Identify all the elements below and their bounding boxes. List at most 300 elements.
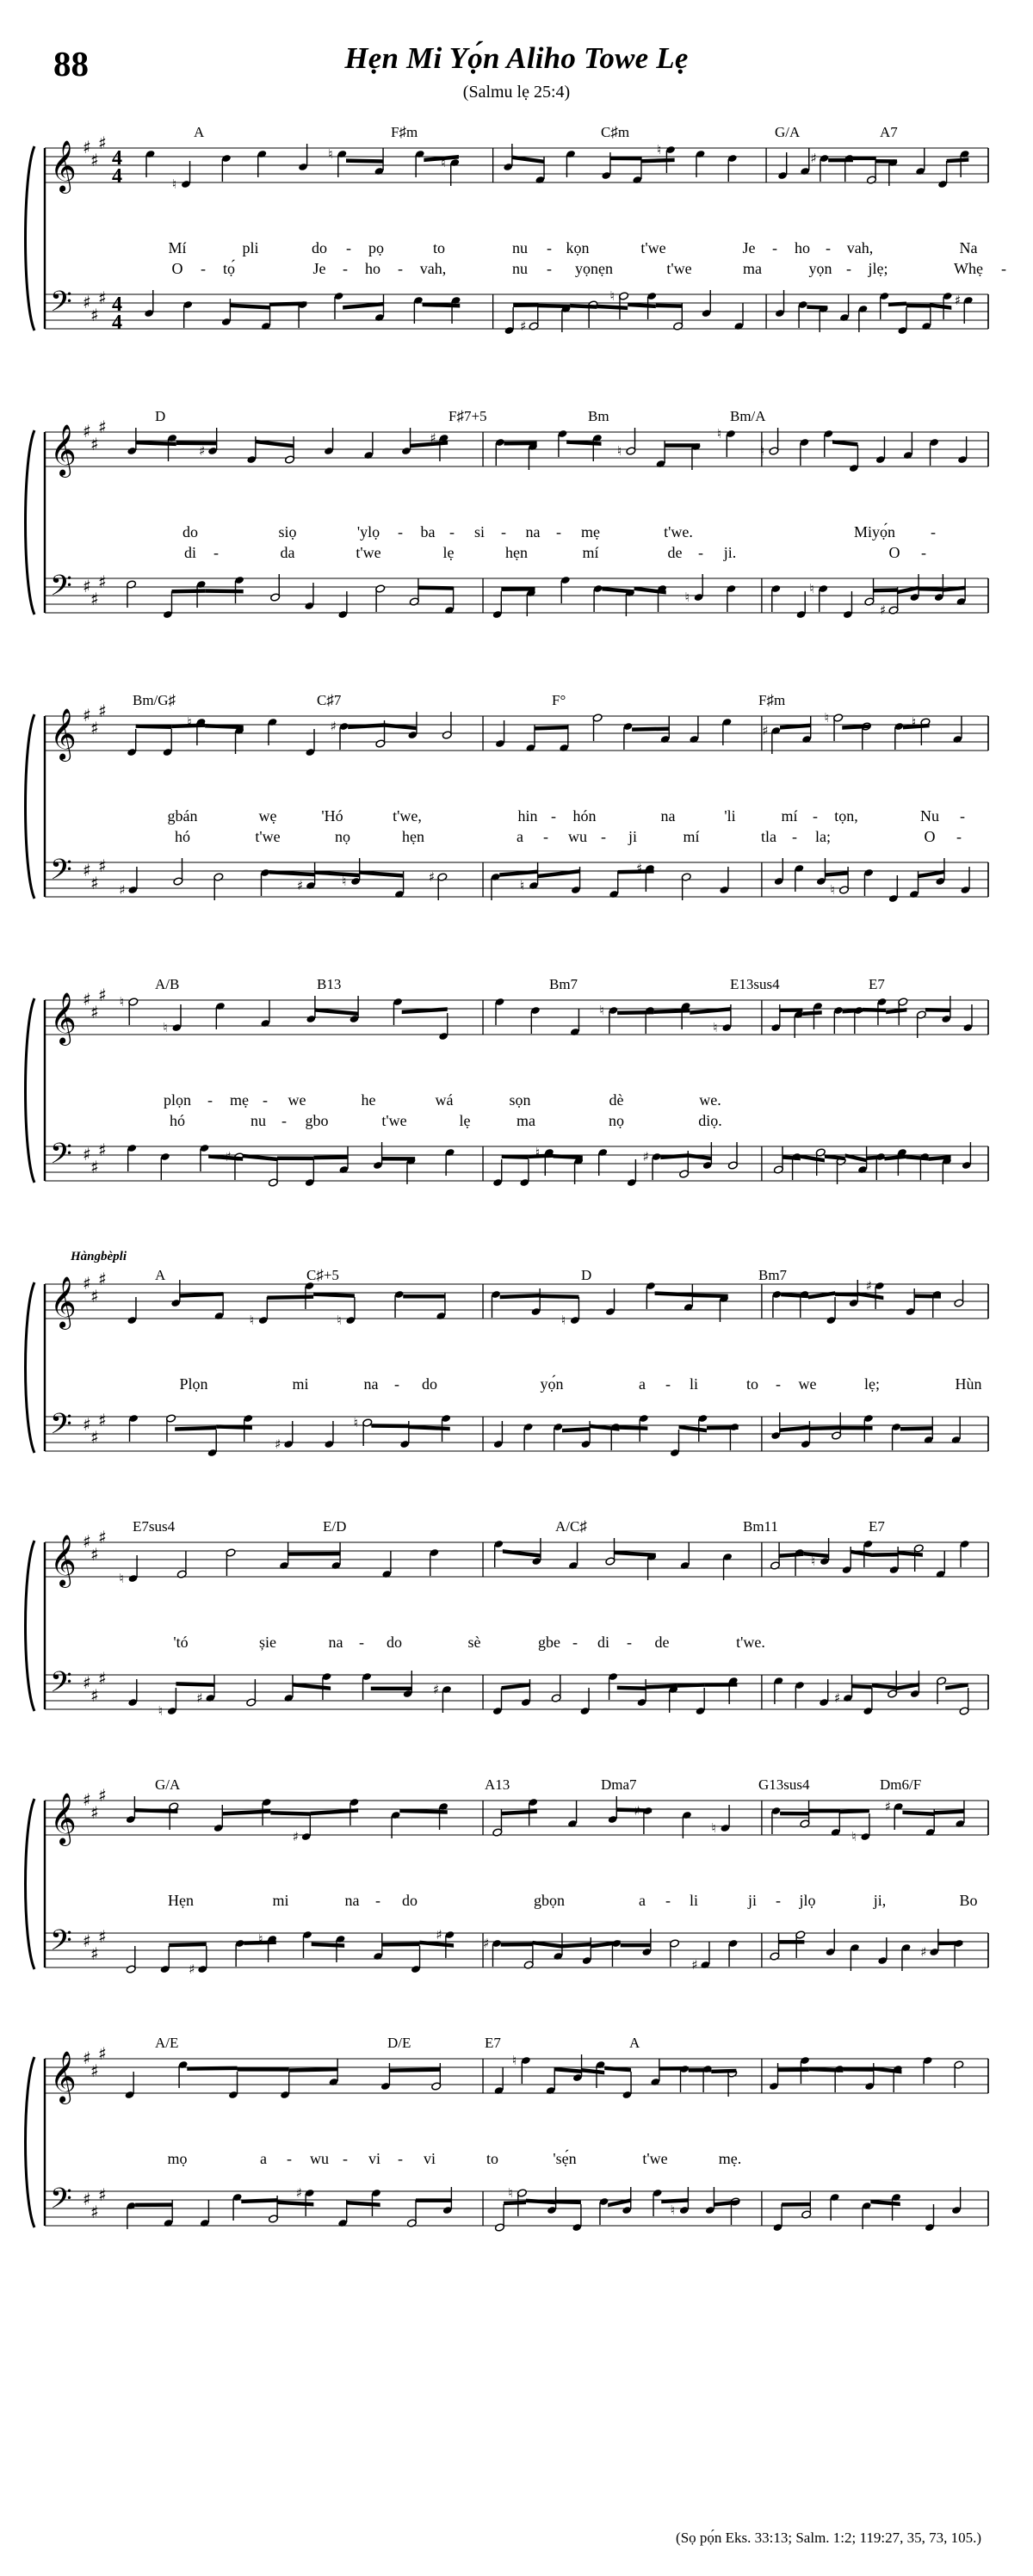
key-signature-sharp: ♯ [98,985,107,1005]
lyric-verse1: - [398,2150,403,2167]
lyric-verse1: - [375,1892,380,1909]
lyric-verse2: nu [251,1112,266,1129]
lyric-verse2: - [543,828,548,845]
treble-clef-icon: 𝄞 [50,2051,77,2103]
svg-text:♯: ♯ [189,1961,195,1977]
lyric-verse1: - [772,239,777,256]
key-signature-sharp: ♯ [83,1672,91,1693]
key-signature-sharp: ♯ [98,417,107,437]
lyric-verse1: - [572,1634,578,1651]
key-signature-sharp: ♯ [90,1544,99,1565]
svg-text:♯: ♯ [297,878,304,893]
treble-notation [127,1280,446,1328]
lyric-verse1: - [287,2150,292,2167]
lyric-verse1: wẹ [258,807,277,825]
lyric-verse1: mi [292,1375,309,1393]
treble-clef-icon: 𝄞 [50,992,77,1044]
chord-symbol: D/E [387,2035,411,2051]
lyric-verse1: tọn, [834,807,858,825]
key-signature-sharp: ♯ [90,434,99,454]
key-signature-sharp: ♯ [90,1943,99,1964]
hymn-number: 88 [53,44,89,83]
lyric-verse1: - [931,523,936,541]
key-signature-sharp: ♯ [98,701,107,721]
bass-notation [126,1927,455,1977]
key-signature-sharp: ♯ [83,421,91,442]
lyric-verse1: wu [310,2150,329,2167]
bass-notation [774,858,971,903]
svg-text:♮: ♮ [599,1003,604,1018]
bass-notation [774,1671,969,1715]
lyric-verse1: hón [572,807,597,825]
system-brace [26,146,35,330]
lyric-verse1: 'ylọ [356,523,380,541]
svg-text:♯: ♯ [119,882,126,898]
key-signature-sharp: ♯ [98,2043,107,2064]
lyric-verse1: di [597,1634,610,1651]
lyric-verse2: nọ [335,828,350,845]
chord-symbol: Bm/G♯ [133,692,176,708]
svg-text:♮: ♮ [851,1829,857,1844]
treble-notation [145,144,461,192]
chord-symbol: Bm [588,408,609,424]
key-signature-sharp: ♯ [90,150,99,170]
treble-staff [45,1000,988,1035]
staff-notation [0,112,1033,396]
lyric-verse2: hó [170,1112,185,1129]
chord-symbol: C♯+5 [306,1267,339,1283]
lyric-verse1: vi [423,2150,436,2167]
svg-text:♯: ♯ [865,1278,872,1294]
lyric-verse1: - [343,2150,348,2167]
bass-staff [45,1675,988,1709]
lyric-verse1: - [556,523,561,541]
svg-text:♮: ♮ [337,1313,342,1328]
key-signature-sharp: ♯ [83,292,91,312]
chord-symbol: A/E [155,2035,179,2051]
section-label-hangbepli: Hàngbèpli [71,1250,127,1263]
chord-symbol: F° [552,692,566,708]
lyric-verse2: t'we [666,260,692,277]
chord-symbol: F♯m [391,124,418,140]
lyric-verse2: a [516,828,523,845]
lyric-verse1: gbọn [534,1892,565,1909]
lyric-verse2: - [1001,260,1006,277]
lyric-verse1: vah, [846,239,874,256]
lyric-verse1: - [826,239,831,256]
chord-symbol: G/A [775,124,801,140]
staff-notation [0,1248,1033,1506]
key-signature-sharp: ♯ [98,2184,107,2205]
lyric-verse2: O [171,260,183,277]
svg-text:♮: ♮ [670,2202,676,2218]
time-signature-numerator: 4 [112,293,122,316]
lyric-verse1: to [432,239,446,256]
bass-clef-icon: 𝄢 [50,1138,72,1177]
bass-clef-icon: 𝄢 [50,2183,72,2222]
lyric-verse2: Whẹ [954,260,983,277]
chord-symbol: A7 [880,124,898,140]
system-brace [26,1799,35,1969]
lyric-verse1: t'we [640,239,666,256]
lyric-verse1: mọ [167,2150,188,2167]
lyric-verse1: nu [512,239,528,256]
staff-notation [0,1506,1033,1764]
lyric-verse1: li [689,1892,699,1909]
key-signature-sharp: ♯ [90,1157,99,1177]
lyric-verse1: to [745,1375,759,1393]
lyric-verse2: - [343,260,348,277]
lyric-verse2: nu [512,260,528,277]
lyric-verse1: t'we. [736,1634,765,1651]
chord-symbol: Bm7 [549,976,578,992]
hymn-subtitle: (Salmu lẹ 25:4) [462,83,571,102]
svg-text:♯: ♯ [196,1690,203,1706]
lyric-verse1: - [449,523,455,541]
lyric-verse2: hẹn [402,828,424,845]
lyric-verse2: mí [582,544,599,561]
chord-symbol: A/C♯ [555,1518,587,1535]
lyric-verse2: - [698,544,703,561]
svg-text:♮: ♮ [809,581,814,596]
lyric-verse1: pọ [368,239,384,256]
lyric-verse1: 'sẹ́n [553,2150,577,2167]
bass-clef-icon: 𝄢 [50,570,72,609]
svg-text:♮: ♮ [508,2185,513,2201]
svg-text:♮: ♮ [830,882,835,898]
lyric-verse1: a [639,1892,646,1909]
key-signature-sharp: ♯ [98,856,107,876]
staff-notation [0,964,1033,1248]
lyric-verse2: ma [516,1112,535,1129]
lyric-verse2: - [213,544,219,561]
lyric-verse1: to [486,2150,499,2167]
lyric-verse1: - [776,1375,781,1393]
svg-text:♮: ♮ [824,710,830,726]
chord-symbol: E/D [323,1518,347,1535]
lyric-verse1: 'Hó [321,807,343,825]
key-signature-sharp: ♯ [90,873,99,893]
bass-staff [45,578,988,613]
lyric-verse1: 'li [724,807,736,825]
lyric-verse2: - [281,1112,287,1129]
svg-text:♮: ♮ [119,1571,124,1586]
svg-text:♮: ♮ [684,590,690,605]
chord-symbol: C♯m [601,124,630,140]
lyric-verse1: a [639,1375,646,1393]
key-signature-sharp: ♯ [83,1273,91,1294]
lyric-verse2: - [547,260,552,277]
lyric-verse1: do [387,1634,402,1651]
lyric-verse1: mi [272,1892,289,1909]
treble-clef-icon: 𝄞 [50,1793,77,1844]
treble-notation [762,710,962,754]
chord-symbol: A13 [485,1776,510,1793]
bass-notation [492,1142,738,1187]
system-brace [26,714,35,899]
svg-text:♮: ♮ [911,714,917,730]
lyric-verse2: lẹ [442,544,455,561]
system-brace [26,430,35,615]
bass-clef-icon: 𝄢 [50,1666,72,1706]
lyric-verse1: șie [259,1634,276,1651]
svg-text:♯: ♯ [635,861,643,876]
svg-text:♯: ♯ [954,293,962,308]
staff-notation [0,1764,1033,2023]
lyric-verse2: hó [175,828,190,845]
lyric-verse2: ma [743,260,762,277]
bass-notation [127,2185,453,2229]
music-system [0,680,1033,964]
lyric-verse1: do [402,1892,418,1909]
lyric-verse1: - [359,1634,364,1651]
system-brace [26,2057,35,2227]
chord-symbol: G/A [155,1776,181,1793]
lyric-verse1: - [346,239,351,256]
lyric-verse2: t'we [356,544,381,561]
chord-symbol: Dm6/F [880,1776,922,1793]
music-system [0,396,1033,680]
lyric-verse2: jlẹ; [868,260,888,277]
lyric-verse1: - [551,807,556,825]
music-systems [0,112,1033,2281]
music-system [0,1506,1033,1764]
lyric-verse1: - [813,807,818,825]
lyric-verse2: ho [365,260,380,277]
music-system [0,964,1033,1248]
chord-symbol: F♯m [758,692,786,708]
lyric-verse1: dè [609,1091,624,1109]
lyric-verse1: li [689,1375,699,1393]
svg-text:♯: ♯ [275,1436,281,1452]
svg-text:♮: ♮ [119,994,125,1010]
time-signature-denominator: 4 [112,165,122,188]
chord-symbol: A/B [155,976,180,992]
treble-clef-icon: 𝄞 [50,708,77,760]
chord-symbol: A [629,2035,640,2051]
svg-text:♮: ♮ [258,1931,263,1947]
lyric-verse1: - [665,1375,671,1393]
svg-text:♮: ♮ [342,874,347,889]
key-signature-sharp: ♯ [83,137,91,158]
chord-symbol: Bm7 [758,1267,788,1283]
chord-symbol: D [581,1267,592,1283]
lyric-verse1: Plọn [179,1375,208,1393]
lyric-verse1: do [312,239,327,256]
bass-notation [770,574,966,619]
bass-staff [45,1146,988,1181]
lyric-verse1: pli [242,239,259,256]
lyric-verse2: ji. [723,544,737,561]
lyric-verse2: la; [815,828,831,845]
svg-text:♮: ♮ [171,176,177,192]
bass-clef-icon: 𝄢 [50,854,72,893]
key-signature-sharp: ♯ [90,718,99,738]
lyric-verse2: mí [683,828,700,845]
lyric-verse1: a [260,2150,267,2167]
chord-symbol: C♯7 [317,692,342,708]
lyric-verse1: ji, [873,1892,887,1909]
treble-notation [495,426,736,470]
svg-text:♯: ♯ [430,430,436,446]
treble-notation [126,1796,448,1844]
lyric-verse1: wá [435,1091,454,1109]
key-signature-sharp: ♯ [83,576,91,596]
treble-notation [127,428,448,464]
lyric-verse1: Hẹn [168,1892,194,1909]
lyric-verse2: gbo [305,1112,329,1129]
scripture-reference: (Sọ pọ́n Eks. 33:13; Salm. 1:2; 119:27, 35, 73, 105.) [676,2530,981,2546]
chord-symbol: E7 [869,976,885,992]
lyric-verse1: - [263,1091,268,1109]
chord-symbol: G13sus4 [758,1776,810,1793]
lyric-verse1: sọn [509,1091,531,1109]
lyric-verse2: - [956,828,962,845]
treble-notation [770,1538,970,1578]
staff-notation [0,680,1033,964]
chord-symbol: A [194,124,205,140]
svg-text:♯: ♯ [762,723,769,738]
key-signature-sharp: ♯ [90,589,99,609]
key-signature-sharp: ♯ [83,989,91,1010]
lyric-verse1: - [398,523,403,541]
key-signature-sharp: ♯ [98,1926,107,1947]
lyric-verse1: Na [959,239,978,256]
key-signature-sharp: ♯ [98,1140,107,1160]
lyric-verse1: mẹ [230,1091,249,1109]
music-system [0,1248,1033,1506]
chord-symbol: E13sus4 [730,976,780,992]
svg-text:♯: ♯ [833,1690,841,1706]
lyric-verse2: yọnẹn [575,260,613,277]
lyric-verse1: Miyọ́n [853,523,896,541]
svg-text:♮: ♮ [760,443,765,459]
bass-notation [144,290,461,330]
svg-text:♮: ♮ [560,1313,566,1328]
svg-text:♮: ♮ [441,155,446,170]
lyric-verse2: wu [568,828,587,845]
svg-text:♮: ♮ [187,714,192,730]
bass-notation [127,1142,455,1187]
svg-text:♯: ♯ [199,443,206,459]
lyric-verse2: diọ. [698,1112,722,1129]
lyric-verse2: - [601,828,606,845]
lyric-verse1: ho [795,239,810,256]
lyric-verse1: na [344,1892,360,1909]
lyric-verse1: 'tó [173,1634,189,1651]
svg-text:♯: ♯ [225,1149,232,1164]
lyric-verse1: Je [742,239,756,256]
treble-staff [45,432,988,466]
treble-staff [45,716,988,751]
svg-text:♮: ♮ [609,288,615,304]
lyric-verse1: de [654,1634,670,1651]
svg-text:♯: ♯ [295,2185,303,2201]
svg-text:♮: ♮ [811,1554,816,1569]
svg-text:♮: ♮ [519,878,525,893]
svg-text:♮: ♮ [158,1703,164,1719]
key-signature-sharp: ♯ [98,1527,107,1547]
chord-symbol: A [155,1267,166,1283]
lyric-verse2: - [792,828,797,845]
treble-clef-icon: 𝄞 [50,1276,77,1328]
chord-symbol: Dma7 [601,1776,637,1793]
key-signature-sharp: ♯ [83,2048,91,2068]
lyric-verse1: Nu [920,807,939,825]
svg-text:♯: ♯ [330,719,337,734]
lyric-verse1: t'we [642,2150,668,2167]
treble-staff [45,1284,988,1319]
key-signature-sharp: ♯ [83,1144,91,1164]
key-signature-sharp: ♯ [90,1286,99,1307]
hymn-title: Hẹn Mi Yọ́n Aliho Towe Lẹ [344,41,689,75]
key-signature-sharp: ♯ [90,1002,99,1022]
lyric-verse1: lẹ; [864,1375,880,1393]
treble-notation [127,712,452,757]
chord-symbol: E7 [485,2035,501,2051]
svg-text:♯: ♯ [428,869,436,885]
bass-staff [45,1417,988,1451]
svg-text:♯: ♯ [920,1944,927,1960]
svg-text:♮: ♮ [328,146,333,162]
lyric-verse1: si [473,523,486,541]
treble-staff [45,1801,988,1835]
svg-text:♮: ♮ [163,1020,168,1035]
key-signature-sharp: ♯ [83,2189,91,2209]
lyric-verse1: mí [781,807,798,825]
lyric-verse2: - [201,260,206,277]
music-system [0,1764,1033,2023]
lyric-verse1: siọ [278,523,297,541]
key-signature-sharp: ♯ [98,571,107,592]
key-signature-sharp: ♯ [98,1785,107,1806]
svg-text:♮: ♮ [711,1820,716,1836]
key-signature-sharp: ♯ [83,1930,91,1951]
lyric-verse1: t'we, [393,807,422,825]
chord-symbol: Bm11 [743,1518,778,1535]
lyric-verse2: tọ́ [222,260,236,277]
svg-text:♮: ♮ [535,1145,541,1160]
lyric-verse2: ji [628,828,638,845]
lyric-verse1: mẹ [581,523,600,541]
system-brace [26,1282,35,1453]
key-signature-sharp: ♯ [90,1685,99,1706]
lyric-verse2: t'we [255,828,281,845]
svg-text:♯: ♯ [691,1957,698,1973]
key-signature-sharp: ♯ [98,133,107,153]
lyric-verse1: - [207,1091,213,1109]
bass-notation [492,574,737,619]
lyric-verse2: tla [761,828,776,845]
lyric-verse1: we [798,1375,817,1393]
staff-notation [0,2023,1033,2281]
lyric-verse2: lẹ [459,1112,471,1129]
treble-notation [120,1542,440,1586]
lyric-verse1: do [182,523,198,541]
chord-symbol: D [155,408,166,424]
lyric-verse1: sè [467,1634,481,1651]
lyric-verse1: gbán [167,807,198,825]
lyric-verse1: gbe [538,1634,560,1651]
svg-text:♮: ♮ [713,1020,718,1035]
lyric-verse1: ji [747,1892,758,1909]
treble-notation [491,1282,729,1328]
music-system [0,112,1033,396]
key-signature-sharp: ♯ [83,1531,91,1552]
bass-staff [45,2191,988,2226]
treble-notation [771,1799,966,1844]
key-signature-sharp: ♯ [98,1269,107,1289]
